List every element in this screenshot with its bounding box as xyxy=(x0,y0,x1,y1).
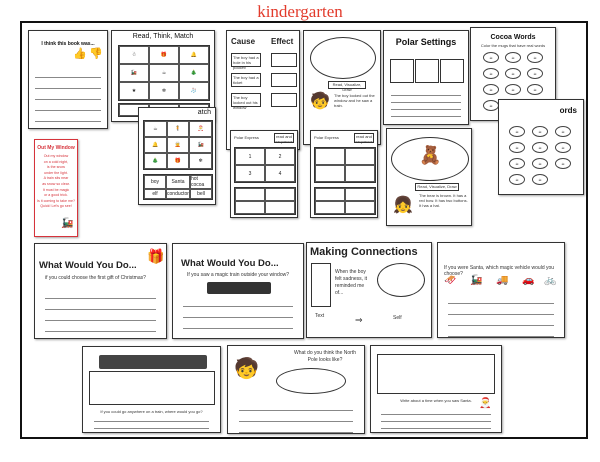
sheet-title: ords xyxy=(559,106,577,115)
mug-oval: ☕ xyxy=(527,68,543,79)
mug-oval: ☕ xyxy=(505,84,521,95)
mug-oval: ☕ xyxy=(555,158,571,169)
cause-box: The boy looked out his window xyxy=(231,93,261,107)
sheet-prompt: if you could choose the first gift of Christmas? xyxy=(45,275,146,281)
arrow-right-icon: ⇒ xyxy=(355,315,363,325)
gingerbread-icon: 🧸 xyxy=(419,145,442,165)
cell: 🚂 xyxy=(189,137,212,153)
cell: 🎅 xyxy=(189,121,212,137)
cell: ❄ xyxy=(189,153,212,169)
match-grid xyxy=(118,45,210,101)
sheet-if-santa xyxy=(437,242,565,338)
santa-icon: 🎅 xyxy=(479,398,492,409)
mug-oval: ☕ xyxy=(532,158,548,169)
sheet-prompt: If you were Santa, which magic vehicle would you choose? xyxy=(444,265,555,277)
visualize-text: The bear is brown. It has a red bow. It has two buttons. It has a hat. xyxy=(419,193,468,208)
bike-icon: 🚲 xyxy=(544,275,557,286)
mug-oval: ☕ xyxy=(555,142,571,153)
poem-title: Out My Window xyxy=(37,145,75,151)
train-icon: 🚂 xyxy=(61,218,74,229)
connection-prompt: When the boy felt sadness, it reminded me of... xyxy=(335,269,367,296)
cell: ☃ xyxy=(119,46,149,64)
mug-oval: ☕ xyxy=(527,84,543,95)
word-cell: elf xyxy=(144,189,166,199)
sheet-label: Polar Express xyxy=(314,135,339,140)
cell: ❄ xyxy=(149,82,179,100)
page-title: kindergarten xyxy=(257,2,343,21)
sheet-subtitle: Color the mugs that have real words xyxy=(480,43,546,48)
girl-icon: 👧 xyxy=(393,197,413,214)
sheet-title: What Would You Do... xyxy=(39,260,137,271)
mug-oval: ☕ xyxy=(483,84,499,95)
cell: 🔔 xyxy=(179,46,209,64)
sheet-title: I think this book was... xyxy=(41,41,95,47)
cause-label: Cause xyxy=(231,37,256,46)
sheet-polar-express-sequence xyxy=(230,130,298,218)
sheet-match-words xyxy=(138,107,216,205)
writing-lines xyxy=(448,293,554,337)
cell: 🎄 xyxy=(144,153,167,169)
effect-box xyxy=(271,73,297,87)
writing-lines xyxy=(183,296,292,339)
word-grid xyxy=(143,174,213,200)
writing-lines xyxy=(381,408,490,429)
sequence-grid xyxy=(234,147,296,183)
thumbs-down-icon: 👎 xyxy=(89,48,103,60)
sheet-title: atch xyxy=(197,109,211,116)
mug-oval: ☕ xyxy=(509,126,525,137)
mug-oval: ☕ xyxy=(505,52,521,63)
mug-oval: ☕ xyxy=(509,174,525,185)
mug-oval: ☕ xyxy=(483,100,499,111)
sheet-title: Making Connections xyxy=(310,246,418,258)
sheet-north-pole xyxy=(227,345,365,434)
mug-oval: ☕ xyxy=(532,142,548,153)
word-cell: conductor xyxy=(167,191,189,197)
sheet-prompt: If you saw a magic train outside your window? xyxy=(187,272,289,278)
seq-num: 4 xyxy=(265,165,295,182)
cause-box: The boy had a ticket xyxy=(231,73,261,87)
mug-oval: ☕ xyxy=(532,126,548,137)
writing-lines xyxy=(35,67,101,122)
sheet-title: Polar Settings xyxy=(395,37,457,47)
writing-lines xyxy=(45,288,155,332)
mug-oval: ☕ xyxy=(532,174,548,185)
sheet-prompt: Write about a time when you saw Santa. xyxy=(400,398,472,403)
sheet-title: What Would You Do... xyxy=(181,258,279,269)
train-icon: 🚂 xyxy=(470,275,483,286)
sheet-label: Polar Express xyxy=(234,135,259,140)
sheet-polar-settings xyxy=(383,30,469,125)
thought-cloud xyxy=(276,368,346,394)
sheet-what-would-train xyxy=(172,243,304,339)
drawing-box xyxy=(89,371,215,405)
word-cell: hot cocoa xyxy=(190,175,212,189)
cell: 🚂 xyxy=(119,64,149,82)
mug-oval: ☕ xyxy=(505,68,521,79)
cell: 🎁 xyxy=(149,46,179,64)
cell: 🧍 xyxy=(167,121,190,137)
sheet-prompt: If you could go anywhere on a train, where would you go? xyxy=(100,409,203,414)
mug-oval: ☕ xyxy=(555,126,571,137)
sheet-title: Cocoa Words xyxy=(490,34,536,41)
word-cell: Santa xyxy=(166,175,190,189)
self-label: Self xyxy=(393,315,402,321)
cell: ☕ xyxy=(149,64,179,82)
book-icon xyxy=(311,263,331,307)
word-cell: bell xyxy=(190,189,212,199)
writing-lines xyxy=(94,415,209,429)
cell: ★ xyxy=(119,82,149,100)
sheet-words-2 xyxy=(498,99,584,195)
sheet-title: Read, Think, Match xyxy=(132,33,194,40)
gift-icon: 🎁 xyxy=(147,248,165,264)
child-icon: 🧒 xyxy=(234,358,259,380)
mug-oval: ☕ xyxy=(483,68,499,79)
seq-num: 2 xyxy=(265,148,295,165)
sleigh-icon: 🛷 xyxy=(444,275,457,286)
mug-oval: ☕ xyxy=(509,158,525,169)
picture-grid xyxy=(314,187,376,215)
cell: 🎄 xyxy=(179,64,209,82)
thought-cloud xyxy=(310,37,376,79)
sheet-visualize-train xyxy=(303,30,381,145)
writing-lines xyxy=(391,89,462,117)
mug-oval: ☕ xyxy=(509,142,525,153)
cell: 🧦 xyxy=(179,82,209,100)
mug-oval: ☕ xyxy=(483,52,499,63)
picture-grid xyxy=(234,187,296,215)
visualize-label: Read, Visualize, Draw xyxy=(415,183,459,191)
read-sequence-badge: read and sequence xyxy=(355,134,373,144)
cell: ☕ xyxy=(144,121,167,137)
sheet-visualize-bear xyxy=(386,128,472,226)
seq-num: 3 xyxy=(235,165,265,182)
poem-body: Out my window on a cold night, is the snow under the light. A train sits near as snow so clear. It must be magic or a good trick. Is it coming to take me? Quick! Let's go see! xyxy=(37,154,75,209)
setting-box xyxy=(390,59,414,83)
train-icon xyxy=(207,282,271,294)
sheet-think-book xyxy=(28,30,108,129)
sheet-prompt: What do you think the North Pole looks like? xyxy=(294,350,356,363)
text-label: Text xyxy=(315,313,325,319)
effect-label: Effect xyxy=(271,37,294,46)
sheet-write-santa xyxy=(370,345,502,433)
setting-box xyxy=(440,59,464,83)
sheet-what-would-gift xyxy=(34,243,167,339)
writing-lines xyxy=(239,400,353,433)
read-sequence-badge: read and sequence xyxy=(275,134,293,144)
effect-box xyxy=(271,53,297,67)
visualize-label: Read, Visualize, Draw xyxy=(328,81,366,89)
train-icon xyxy=(99,355,207,369)
picture-grid xyxy=(143,120,213,170)
word-cell: boy xyxy=(144,175,166,189)
thumbs-icon: 👍 xyxy=(73,48,87,60)
thought-cloud xyxy=(377,263,425,297)
truck-icon: 🚚 xyxy=(496,275,509,286)
car-icon: 🚗 xyxy=(522,275,535,286)
cell: 🎁 xyxy=(167,153,190,169)
sheet-out-my-window xyxy=(34,139,78,237)
sequence-grid xyxy=(314,147,376,183)
setting-box xyxy=(415,59,439,83)
mug-oval: ☕ xyxy=(527,52,543,63)
visualize-text: The boy looked out the window and he saw a train. xyxy=(334,93,375,108)
seq-num: 1 xyxy=(235,148,265,165)
drawing-box xyxy=(377,354,495,394)
sheet-train-anywhere xyxy=(82,346,221,433)
sheet-polar-express-sequence-2 xyxy=(310,130,378,218)
cell: 🔔 xyxy=(144,137,167,153)
boy-icon: 🧒 xyxy=(310,93,330,110)
cause-box: The boy had a hole in his pocket! xyxy=(231,53,261,67)
cell: 🧝 xyxy=(167,137,190,153)
sheet-making-connections xyxy=(306,242,432,338)
effect-box xyxy=(271,93,297,107)
